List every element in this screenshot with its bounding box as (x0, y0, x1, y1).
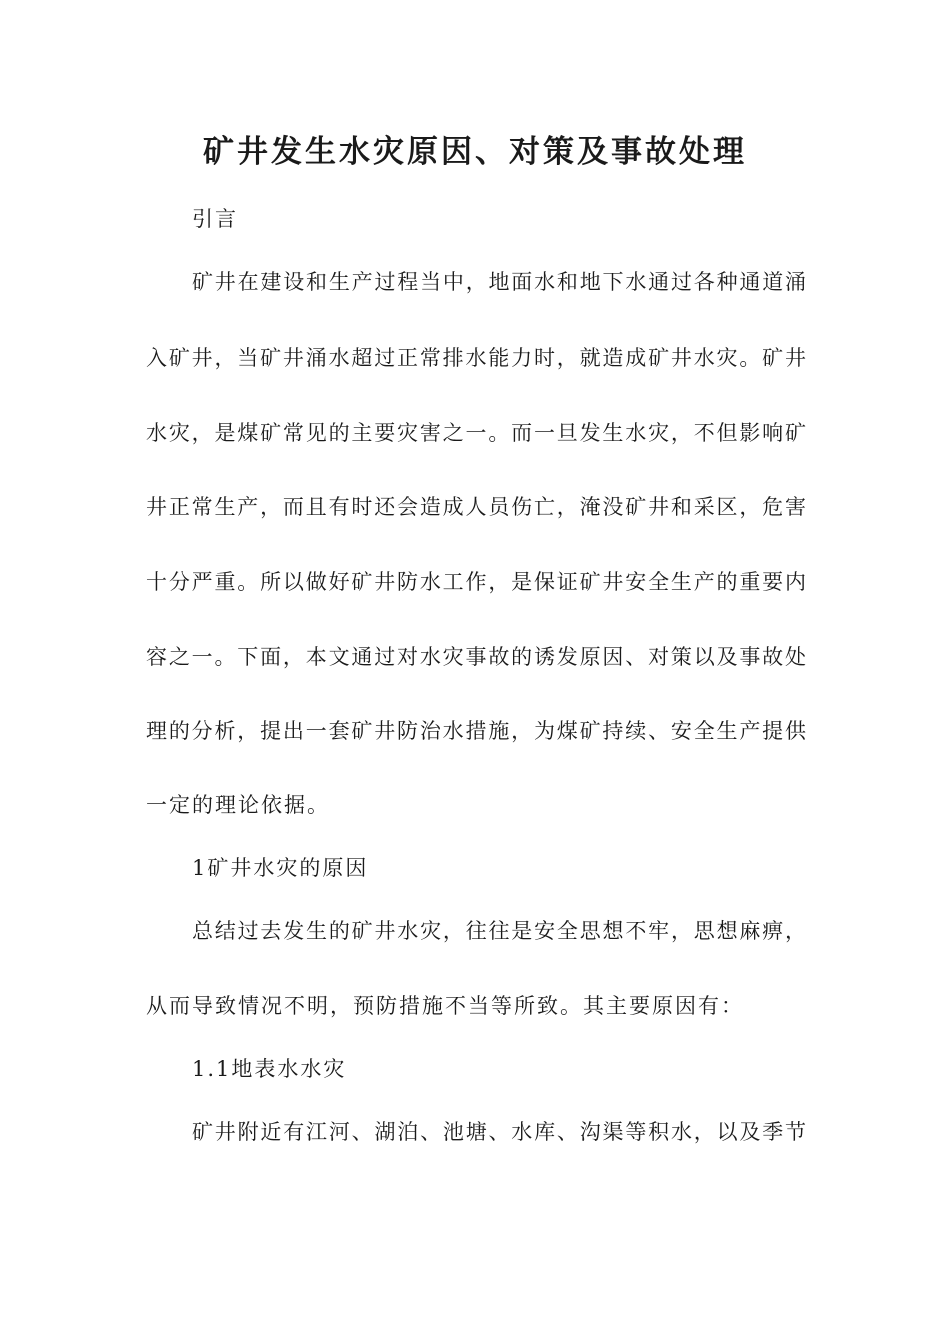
section-heading-1: 1矿井水灾的原因 (192, 856, 369, 880)
paragraph-line: 矿井附近有江河、湖泊、池塘、水库、沟渠等积水，以及季节 (192, 1120, 806, 1144)
paragraph-line: 理的分析，提出一套矿井防治水措施，为煤矿持续、安全生产提供 (146, 719, 806, 743)
paragraph-line: 十分严重。所以做好矿井防水工作，是保证矿井安全生产的重要内 (146, 570, 806, 594)
paragraph-line: 从而导致情况不明，预防措施不当等所致。其主要原因有： (146, 994, 744, 1018)
document-title: 矿井发生水灾原因、对策及事故处理 (203, 134, 747, 170)
paragraph-line: 井正常生产，而且有时还会造成人员伤亡，淹没矿井和采区，危害 (146, 495, 806, 519)
section-heading-1-1: 1.1地表水水灾 (192, 1057, 347, 1081)
heading-introduction: 引言 (192, 207, 238, 231)
paragraph-line: 总结过去发生的矿井水灾，往往是安全思想不牢，思想麻痹， (192, 919, 806, 943)
paragraph-line: 入矿井，当矿井涌水超过正常排水能力时，就造成矿井水灾。矿井 (146, 346, 806, 370)
paragraph-line: 容之一。下面，本文通过对水灾事故的诱发原因、对策以及事故处 (146, 645, 806, 669)
paragraph-line: 水灾，是煤矿常见的主要灾害之一。而一旦发生水灾，不但影响矿 (146, 421, 806, 445)
paragraph-line: 一定的理论依据。 (146, 793, 330, 817)
paragraph-line: 矿井在建设和生产过程当中，地面水和地下水通过各种通道涌 (192, 270, 806, 294)
